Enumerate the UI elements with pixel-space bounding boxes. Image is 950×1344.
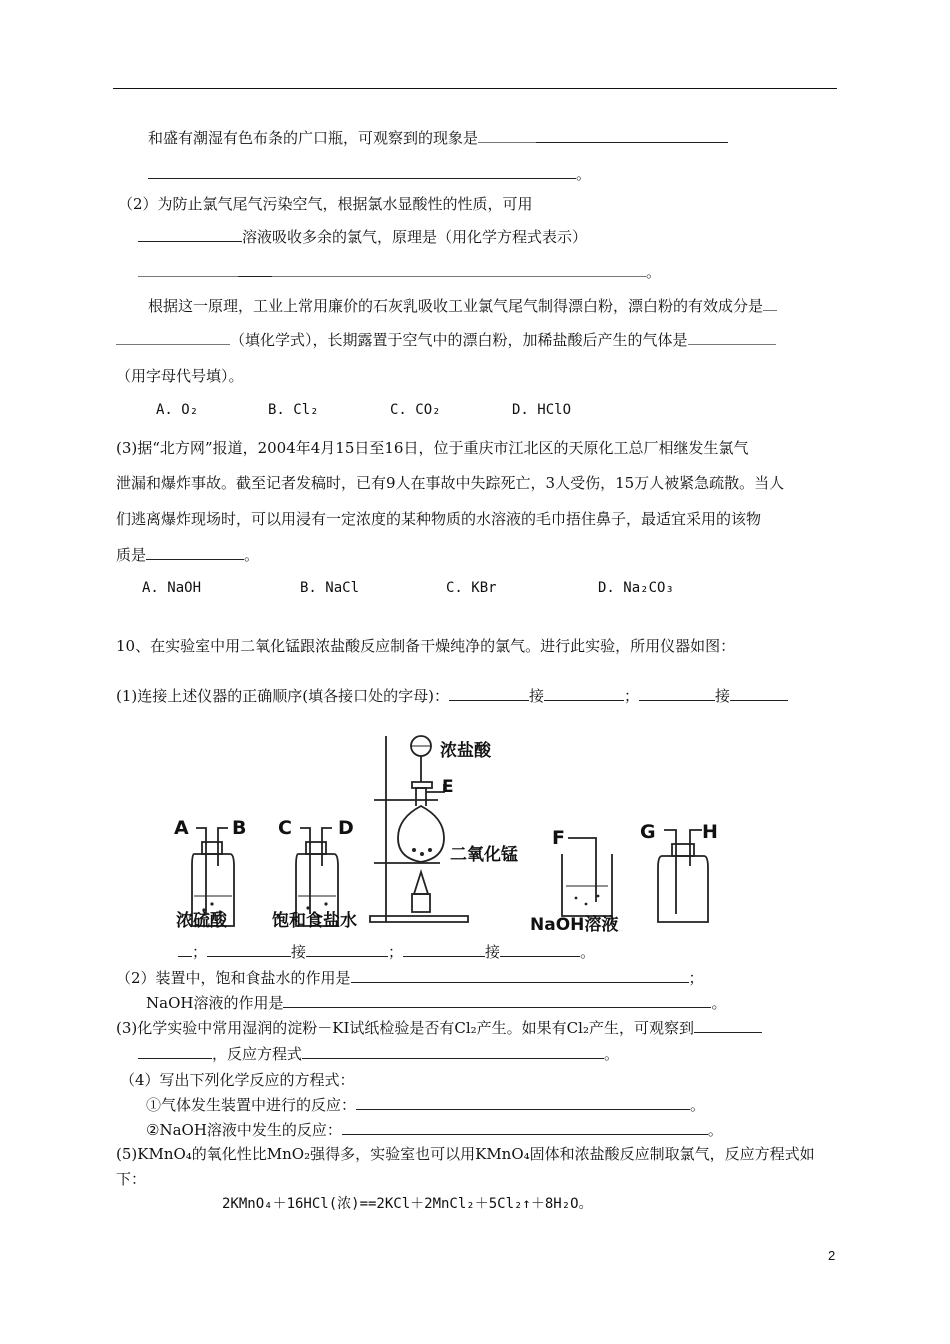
option-a: A. NaOH	[142, 580, 202, 596]
answer-blank[interactable]	[138, 262, 238, 277]
option-b: B. NaCl	[300, 580, 360, 596]
q3-line-3: 们逃离爆炸现场时，可以用浸有一定浓度的某种物质的水溶液的毛巾捂住鼻子，最适宜采用的该物	[116, 510, 762, 528]
q10-part1: (1)连接上述仪器的正确顺序(填各接口处的字母)： 接 ； 接	[116, 686, 788, 706]
q10-part3-b: ，反应方程式 。	[138, 1044, 619, 1064]
header-rule	[113, 88, 837, 89]
answer-blank[interactable]	[138, 227, 242, 242]
answer-blank[interactable]	[148, 164, 576, 179]
q10-part4-a: ①气体发生装置中进行的反应： 。	[146, 1096, 706, 1114]
q10-part5-a: (5)KMnO₄的氧化性比MnO₂强得多，实验室也可以用KMnO₄固体和浓盐酸反应制取氯气，反应方程式如	[116, 1145, 815, 1163]
q10-part3-a: (3)化学实验中常用湿润的淀粉－KI试纸检验是否有Cl₂产生。如果有Cl₂产生，可观察到	[116, 1018, 762, 1038]
answer-blank[interactable]	[283, 993, 711, 1008]
answer-blank[interactable]	[306, 942, 388, 957]
answer-blank[interactable]	[207, 942, 291, 957]
answer-blank[interactable]	[544, 686, 624, 701]
line-observe: 和盛有潮湿有色布条的广口瓶，可观察到的现象是	[148, 128, 728, 148]
q10-part2-b: NaOH溶液的作用是 。	[146, 994, 727, 1012]
option-c: C. KBr	[446, 580, 497, 596]
option-a: A. O₂	[156, 402, 199, 418]
answer-blank[interactable]	[351, 968, 689, 983]
q2-equation-line: 。	[138, 262, 661, 282]
label-conc-hcl: 浓盐酸	[440, 741, 491, 761]
label-brine: 饱和食盐水	[272, 911, 357, 931]
answer-blank[interactable]	[639, 686, 715, 701]
q2-para-1: 根据这一原理，工业上常用廉价的石灰乳吸收工业氯气尾气制得漂白粉，漂白粉的有效成分是	[148, 296, 777, 316]
answer-blank[interactable]	[302, 1044, 604, 1059]
q3-line-4: 质是 。	[116, 546, 260, 564]
label-e: E	[442, 777, 454, 797]
answer-blank[interactable]	[178, 942, 192, 957]
collection-bottle-gh	[658, 830, 708, 922]
q2-para-2: （填化学式），长期露置于空气中的漂白粉，加稀盐酸后产生的气体是	[116, 330, 776, 350]
line-observe-cont: 。	[148, 164, 591, 184]
label-b: B	[232, 817, 247, 839]
label-c: C	[278, 817, 292, 839]
label-g: G	[640, 821, 656, 843]
q10-part5-b: 下：	[116, 1170, 147, 1188]
answer-blank[interactable]	[449, 686, 529, 701]
q10-part2-a: （2）装置中，饱和食盐水的作用是 ；	[116, 969, 704, 987]
apparatus-figure	[168, 726, 728, 938]
answer-blank[interactable]	[478, 128, 536, 143]
q2-solution-line: 溶液吸收多余的氯气，原理是（用化学方程式表示）	[138, 227, 587, 247]
answer-blank[interactable]	[116, 330, 230, 345]
answer-blank[interactable]	[138, 1044, 212, 1059]
q3-line-1: (3)据“北方网”报道，2004年4月15日至16日，位于重庆市江北区的天原化工总厂相继发生氯气	[116, 439, 749, 457]
answer-blank[interactable]	[356, 1095, 690, 1110]
label-conc-h2so4: 浓硫酸	[176, 911, 227, 931]
label-a: A	[174, 817, 189, 839]
label-h: H	[702, 821, 718, 843]
answer-blank[interactable]	[500, 942, 580, 957]
q10-part4-b: ②NaOH溶液中发生的反应： 。	[146, 1121, 723, 1139]
answer-blank[interactable]	[536, 128, 728, 143]
kmno4-equation: 2KMnO₄＋16HCl(浓)==2KCl＋2MnCl₂＋5Cl₂↑＋8H₂O。	[222, 1196, 593, 1212]
answer-blank[interactable]	[146, 545, 244, 560]
option-d: D. HClO	[512, 402, 572, 418]
q10-part4: （4）写出下列化学反应的方程式：	[120, 1071, 355, 1089]
gas-generator	[370, 736, 468, 922]
label-naoh: NaOH溶液	[530, 915, 619, 935]
label-f: F	[552, 827, 565, 849]
answer-blank[interactable]	[403, 942, 485, 957]
q2-intro: （2）为防止氯气尾气污染空气，根据氯水显酸性的性质，可用	[118, 195, 533, 213]
q3-line-2: 泄漏和爆炸事故。截至记者发稿时，已有9人在事故中失踪死亡，3人受伤，15万人被紧急疏散。当人	[116, 474, 785, 492]
answer-blank[interactable]	[730, 686, 788, 701]
answer-blank[interactable]	[694, 1018, 762, 1033]
answer-blank[interactable]	[763, 296, 777, 311]
option-d: D. Na₂CO₃	[598, 580, 674, 596]
page-number: 2	[828, 1248, 836, 1263]
q2-para-3: （用字母代号填）。	[116, 367, 244, 385]
option-b: B. Cl₂	[268, 402, 319, 418]
q10-title: 10、在实验室中用二氧化锰跟浓盐酸反应制备干燥纯净的氯气。进行此实验，所用仪器如图：	[116, 637, 736, 655]
option-c: C. CO₂	[390, 402, 441, 418]
label-d: D	[338, 817, 354, 839]
answer-blank[interactable]	[342, 1120, 708, 1135]
q10-part1-cont: ； 接 ； 接 。	[178, 942, 595, 962]
label-mno2: 二氧化锰	[450, 845, 518, 865]
answer-blank[interactable]	[688, 330, 776, 345]
